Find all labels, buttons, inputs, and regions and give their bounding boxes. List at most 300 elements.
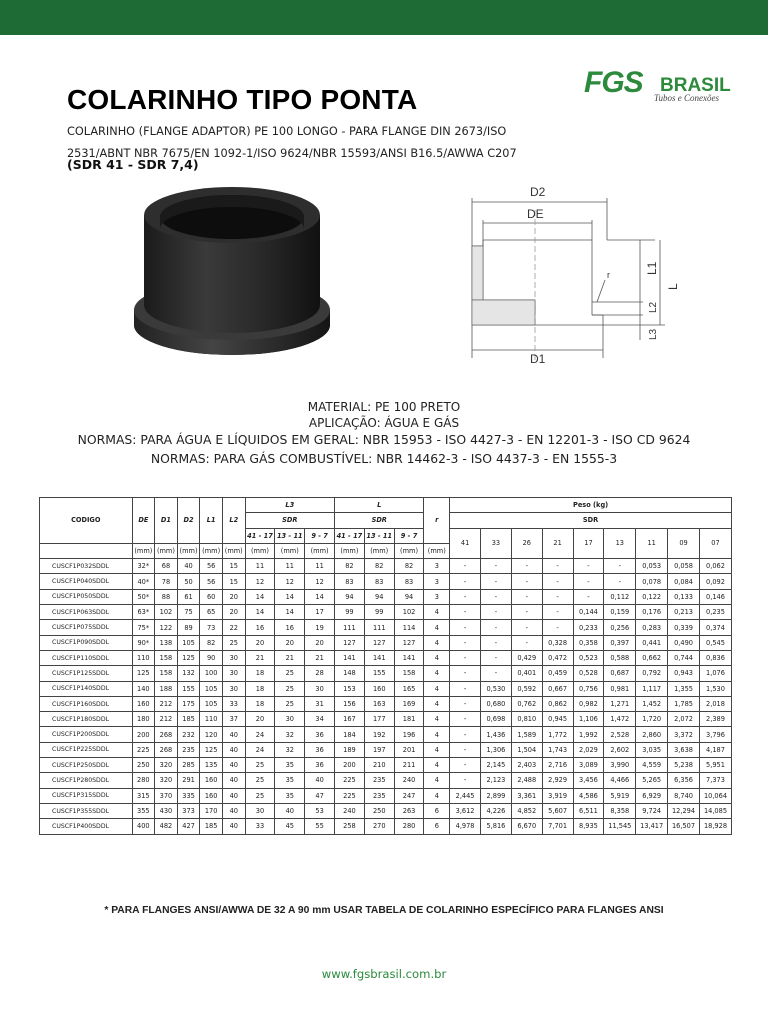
table-cell: 167 — [335, 712, 365, 727]
product-code: CUSCF1P250SDDL — [40, 758, 133, 773]
header-l3-sdr-group: 13 - 11 — [275, 528, 305, 543]
table-row — [40, 681, 732, 696]
table-cell: 141 — [335, 650, 365, 665]
table-cell: 153 — [335, 681, 365, 696]
table-cell: 0,397 — [604, 635, 636, 650]
table-cell: 110 — [200, 712, 223, 727]
table-cell: 3,612 — [450, 803, 481, 818]
table-cell: 20 — [222, 589, 245, 604]
table-cell: 2,860 — [636, 727, 668, 742]
table-cell: 0,429 — [511, 650, 542, 665]
table-row — [40, 620, 732, 635]
table-cell: 0,358 — [573, 635, 604, 650]
table-cell: 4 — [424, 696, 450, 711]
table-cell: 0,159 — [604, 605, 636, 620]
table-cell: 2,929 — [542, 773, 573, 788]
table-cell: - — [481, 605, 512, 620]
product-code: CUSCF1P110SDDL — [40, 650, 133, 665]
table-cell: 30 — [305, 681, 335, 696]
table-cell: 3 — [424, 559, 450, 574]
table-cell: 1,306 — [481, 742, 512, 757]
table-cell: 40 — [222, 788, 245, 803]
table-cell: 15 — [222, 574, 245, 589]
table-cell: 50 — [177, 574, 200, 589]
table-cell: 4 — [424, 620, 450, 635]
table-cell: 180 — [132, 712, 155, 727]
table-row — [40, 666, 732, 681]
table-cell: - — [450, 773, 481, 788]
product-code: CUSCF1P400SDDL — [40, 819, 133, 834]
table-cell: 32 — [275, 742, 305, 757]
table-cell: 0,862 — [542, 696, 573, 711]
table-cell: 1,992 — [573, 727, 604, 742]
table-cell: 1,743 — [542, 742, 573, 757]
table-cell: 36 — [305, 758, 335, 773]
table-cell: 0,053 — [636, 559, 668, 574]
table-cell: 31 — [305, 696, 335, 711]
table-cell: - — [542, 559, 573, 574]
table-cell: 82 — [364, 559, 394, 574]
table-cell: 0,756 — [573, 681, 604, 696]
product-code: CUSCF1P160SDDL — [40, 696, 133, 711]
table-cell: 11,545 — [604, 819, 636, 834]
table-cell: 6,670 — [511, 819, 542, 834]
header-l3-sdr-group: 41 - 17 — [245, 528, 275, 543]
unit-cell: (mm) — [305, 543, 335, 558]
table-cell: 235 — [177, 742, 200, 757]
header-peso-sdr-value: 33 — [481, 528, 512, 559]
table-cell: 4,852 — [511, 803, 542, 818]
header-peso: Peso (kg) — [450, 498, 732, 513]
spec-application: APLICAÇÃO: ÁGUA E GÁS — [308, 416, 460, 430]
table-cell: 200 — [132, 727, 155, 742]
table-cell: 232 — [177, 727, 200, 742]
product-image — [132, 185, 342, 360]
table-cell: 169 — [394, 696, 424, 711]
table-cell: 270 — [364, 819, 394, 834]
table-cell: - — [511, 635, 542, 650]
table-cell: - — [450, 666, 481, 681]
table-cell: 158 — [155, 650, 178, 665]
table-cell: 140 — [132, 681, 155, 696]
table-row — [40, 758, 732, 773]
table-cell: 4,559 — [636, 758, 668, 773]
table-row — [40, 605, 732, 620]
table-cell: 83 — [335, 574, 365, 589]
table-cell: 127 — [335, 635, 365, 650]
table-cell: 160 — [132, 696, 155, 711]
table-cell: 40 — [222, 727, 245, 742]
table-cell: 0,687 — [604, 666, 636, 681]
table-cell: 4 — [424, 605, 450, 620]
table-cell: 16 — [275, 620, 305, 635]
table-cell: 11 — [305, 559, 335, 574]
table-cell: 0,213 — [668, 605, 700, 620]
table-cell: 0,592 — [511, 681, 542, 696]
table-cell: 40* — [132, 574, 155, 589]
table-cell: 258 — [335, 819, 365, 834]
table-cell: 21 — [245, 650, 275, 665]
table-cell: - — [481, 589, 512, 604]
table-cell: 320 — [155, 773, 178, 788]
unit-cell: (mm) — [394, 543, 424, 558]
table-cell: 1,589 — [511, 727, 542, 742]
table-cell: 65 — [200, 605, 223, 620]
unit-cell-codigo — [40, 543, 133, 558]
product-code: CUSCF1P090SDDL — [40, 635, 133, 650]
table-cell: 4 — [424, 635, 450, 650]
table-cell: 185 — [200, 819, 223, 834]
table-cell: 50* — [132, 589, 155, 604]
table-cell: 315 — [132, 788, 155, 803]
table-cell: 78 — [155, 574, 178, 589]
unit-cell: (mm) — [132, 543, 155, 558]
table-cell: 3 — [424, 589, 450, 604]
table-cell: 40 — [275, 803, 305, 818]
table-cell: 55 — [305, 819, 335, 834]
header-l-sdr-group: 13 - 11 — [364, 528, 394, 543]
table-cell: 89 — [177, 620, 200, 635]
table-cell: 141 — [364, 650, 394, 665]
table-cell: 68 — [155, 559, 178, 574]
website-link[interactable]: www.fgsbrasil.com.br — [321, 967, 447, 981]
table-cell: 0,792 — [636, 666, 668, 681]
table-cell: 0,490 — [668, 635, 700, 650]
header-l3-sdr: SDR — [245, 513, 334, 528]
table-cell: 0,588 — [604, 650, 636, 665]
table-cell: 25 — [245, 773, 275, 788]
table-cell: 82 — [335, 559, 365, 574]
table-cell: 34 — [305, 712, 335, 727]
table-cell: 40 — [305, 773, 335, 788]
table-row — [40, 589, 732, 604]
table-cell: 40 — [222, 742, 245, 757]
spec-material: MATERIAL: PE 100 PRETO — [307, 400, 461, 414]
header-peso-sdr-value: 41 — [450, 528, 481, 559]
table-cell: - — [450, 681, 481, 696]
table-cell: 0,744 — [668, 650, 700, 665]
table-cell: 75* — [132, 620, 155, 635]
table-cell: 20 — [245, 712, 275, 727]
table-cell: 114 — [394, 620, 424, 635]
table-cell: - — [542, 589, 573, 604]
table-cell: - — [573, 559, 604, 574]
table-cell: 2,445 — [450, 788, 481, 803]
header-codigo: CODIGO — [40, 498, 133, 544]
table-cell: 102 — [394, 605, 424, 620]
table-cell: 0,092 — [699, 574, 731, 589]
table-cell: 0,680 — [481, 696, 512, 711]
table-cell: 2,716 — [542, 758, 573, 773]
table-cell: 1,785 — [668, 696, 700, 711]
table-cell: 235 — [364, 773, 394, 788]
table-cell: 30 — [222, 650, 245, 665]
table-cell: 4 — [424, 788, 450, 803]
unit-cell: (mm) — [155, 543, 178, 558]
table-cell: 0,374 — [699, 620, 731, 635]
table-cell: 158 — [394, 666, 424, 681]
table-cell: 30 — [222, 666, 245, 681]
table-cell: 3 — [424, 574, 450, 589]
product-code: CUSCF1P315SDDL — [40, 788, 133, 803]
table-cell: 102 — [155, 605, 178, 620]
table-cell: 40 — [222, 803, 245, 818]
header-l-sdr: SDR — [335, 513, 424, 528]
table-cell: 25 — [222, 635, 245, 650]
table-cell: 11 — [275, 559, 305, 574]
product-code: CUSCF1P200SDDL — [40, 727, 133, 742]
table-cell: 9,724 — [636, 803, 668, 818]
table-cell: 40 — [222, 773, 245, 788]
table-cell: 0,084 — [668, 574, 700, 589]
table-cell: 10,064 — [699, 788, 731, 803]
table-cell: 20 — [305, 635, 335, 650]
table-cell: 4,466 — [604, 773, 636, 788]
page-title: COLARINHO TIPO PONTA — [67, 84, 418, 115]
table-cell: - — [481, 666, 512, 681]
table-cell: - — [573, 589, 604, 604]
table-cell: - — [450, 589, 481, 604]
table-cell: 14 — [275, 605, 305, 620]
table-cell: - — [542, 620, 573, 635]
table-cell: 28 — [305, 666, 335, 681]
table-cell: 155 — [177, 681, 200, 696]
table-cell: 111 — [335, 620, 365, 635]
table-cell: 5,607 — [542, 803, 573, 818]
table-row — [40, 559, 732, 574]
dim-de: DE — [527, 207, 544, 221]
table-cell: 53 — [305, 803, 335, 818]
table-cell: 40 — [222, 758, 245, 773]
table-cell: - — [450, 727, 481, 742]
unit-cell: (mm) — [200, 543, 223, 558]
table-cell: 47 — [305, 788, 335, 803]
product-code: CUSCF1P140SDDL — [40, 681, 133, 696]
table-row — [40, 635, 732, 650]
table-cell: 35 — [275, 788, 305, 803]
table-cell: 100 — [200, 666, 223, 681]
table-cell: 125 — [177, 650, 200, 665]
table-cell: 6,511 — [573, 803, 604, 818]
table-cell: 225 — [335, 773, 365, 788]
table-cell: - — [481, 559, 512, 574]
table-cell: 83 — [364, 574, 394, 589]
table-cell: 1,355 — [668, 681, 700, 696]
table-cell: 4,226 — [481, 803, 512, 818]
table-cell: 0,339 — [668, 620, 700, 635]
table-row — [40, 742, 732, 757]
table-cell: 25 — [275, 696, 305, 711]
table-cell: 14,085 — [699, 803, 731, 818]
table-cell: 0,523 — [573, 650, 604, 665]
table-row — [40, 650, 732, 665]
table-cell: - — [542, 605, 573, 620]
table-cell: 22 — [222, 620, 245, 635]
table-cell: 99 — [364, 605, 394, 620]
table-cell: 212 — [155, 712, 178, 727]
header-l3: L3 — [245, 498, 334, 513]
table-cell: 24 — [245, 727, 275, 742]
header-peso-sdr-value: 13 — [604, 528, 636, 559]
table-cell: 0,545 — [699, 635, 731, 650]
table-cell: 4 — [424, 650, 450, 665]
table-cell: 0,176 — [636, 605, 668, 620]
unit-cell: (mm) — [245, 543, 275, 558]
table-cell: 105 — [200, 681, 223, 696]
header-peso-sdr-value: 26 — [511, 528, 542, 559]
header-peso-sdr-value: 11 — [636, 528, 668, 559]
header-peso-sdr-value: 21 — [542, 528, 573, 559]
table-cell: 75 — [177, 605, 200, 620]
table-cell: 0,122 — [636, 589, 668, 604]
table-cell: 40 — [177, 559, 200, 574]
table-cell: - — [511, 605, 542, 620]
header-peso-sdr-value: 09 — [668, 528, 700, 559]
header-d2: D2 — [177, 498, 200, 544]
table-cell: 2,072 — [668, 712, 700, 727]
table-cell: 2,145 — [481, 758, 512, 773]
table-cell: 0,146 — [699, 589, 731, 604]
footnote: * PARA FLANGES ANSI/AWWA DE 32 A 90 mm USAR TABELA DE COLARINHO ESPECÍFICO PARA FLANGES ANSI — [104, 905, 664, 916]
dim-r: r — [607, 270, 610, 280]
table-cell: 5,951 — [699, 758, 731, 773]
table-cell: 0,459 — [542, 666, 573, 681]
table-cell: 0,233 — [573, 620, 604, 635]
table-cell: 30 — [275, 712, 305, 727]
table-cell: 1,076 — [699, 666, 731, 681]
header-l1: L1 — [200, 498, 223, 544]
table-cell: 3,919 — [542, 788, 573, 803]
table-cell: 211 — [394, 758, 424, 773]
table-cell: 482 — [155, 819, 178, 834]
table-cell: 200 — [335, 758, 365, 773]
table-cell: 99 — [335, 605, 365, 620]
table-cell: 430 — [155, 803, 178, 818]
table-cell: 5,238 — [668, 758, 700, 773]
table-cell: 20 — [222, 605, 245, 620]
table-cell: 4 — [424, 742, 450, 757]
table-row — [40, 696, 732, 711]
table-cell: 94 — [364, 589, 394, 604]
table-cell: - — [450, 574, 481, 589]
table-cell: 32* — [132, 559, 155, 574]
table-cell: 175 — [177, 696, 200, 711]
table-cell: - — [481, 635, 512, 650]
table-cell: 25 — [245, 788, 275, 803]
table-cell: 2,389 — [699, 712, 731, 727]
table-cell: 12 — [275, 574, 305, 589]
table-cell: 7,373 — [699, 773, 731, 788]
table-cell: 335 — [177, 788, 200, 803]
table-cell: 82 — [200, 635, 223, 650]
table-cell: 2,488 — [511, 773, 542, 788]
table-cell: 268 — [155, 727, 178, 742]
table-cell: - — [450, 696, 481, 711]
table-cell: 25 — [275, 666, 305, 681]
table-cell: 83 — [394, 574, 424, 589]
table-cell: 1,472 — [604, 712, 636, 727]
table-cell: 63* — [132, 605, 155, 620]
table-cell: 33 — [222, 696, 245, 711]
table-cell: 1,504 — [511, 742, 542, 757]
table-cell: 82 — [394, 559, 424, 574]
table-cell: 24 — [245, 742, 275, 757]
table-cell: 240 — [335, 803, 365, 818]
header-d1: D1 — [155, 498, 178, 544]
table-cell: 12 — [305, 574, 335, 589]
table-cell: 181 — [394, 712, 424, 727]
header-r: r — [424, 498, 450, 544]
table-cell: 160 — [200, 773, 223, 788]
table-cell: 2,899 — [481, 788, 512, 803]
table-cell: 135 — [200, 758, 223, 773]
dim-l1: L1 — [645, 261, 659, 275]
table-row — [40, 712, 732, 727]
table-cell: 285 — [177, 758, 200, 773]
table-cell: - — [573, 574, 604, 589]
table-cell: 4 — [424, 773, 450, 788]
table-cell: 0,662 — [636, 650, 668, 665]
table-cell: 32 — [275, 727, 305, 742]
table-cell: 2,123 — [481, 773, 512, 788]
dimensions-table — [39, 497, 732, 835]
table-cell: 4 — [424, 712, 450, 727]
table-cell: 370 — [155, 788, 178, 803]
unit-cell: (mm) — [424, 543, 450, 558]
table-cell: 1,436 — [481, 727, 512, 742]
table-cell: 263 — [394, 803, 424, 818]
table-cell: 0,256 — [604, 620, 636, 635]
table-cell: - — [542, 574, 573, 589]
table-cell: 125 — [200, 742, 223, 757]
table-cell: 2,403 — [511, 758, 542, 773]
dim-l3: L3 — [648, 328, 659, 340]
table-cell: 45 — [275, 819, 305, 834]
dim-d1: D1 — [530, 352, 546, 365]
table-cell: 122 — [155, 620, 178, 635]
table-cell: 90 — [200, 650, 223, 665]
dim-d2: D2 — [530, 185, 546, 199]
table-cell: 19 — [305, 620, 335, 635]
table-cell: 8,935 — [573, 819, 604, 834]
table-cell: 20 — [275, 635, 305, 650]
table-cell: 94 — [394, 589, 424, 604]
table-cell: 210 — [364, 758, 394, 773]
table-cell: 60 — [200, 589, 223, 604]
table-cell: 3,361 — [511, 788, 542, 803]
table-cell: 192 — [364, 727, 394, 742]
unit-cell: (mm) — [275, 543, 305, 558]
table-cell: 268 — [155, 742, 178, 757]
table-cell: 3,796 — [699, 727, 731, 742]
table-cell: 280 — [132, 773, 155, 788]
table-cell: 3,089 — [573, 758, 604, 773]
table-cell: 12,294 — [668, 803, 700, 818]
table-cell: 35 — [275, 758, 305, 773]
table-cell: 185 — [177, 712, 200, 727]
table-cell: - — [511, 589, 542, 604]
table-cell: 400 — [132, 819, 155, 834]
table-cell: 0,836 — [699, 650, 731, 665]
table-cell: 0,283 — [636, 620, 668, 635]
table-cell: 105 — [177, 635, 200, 650]
table-cell: 355 — [132, 803, 155, 818]
table-cell: 14 — [275, 589, 305, 604]
table-cell: 90* — [132, 635, 155, 650]
header-l3-sdr-group: 9 - 7 — [305, 528, 335, 543]
table-cell: 13,417 — [636, 819, 668, 834]
table-cell: 0,062 — [699, 559, 731, 574]
